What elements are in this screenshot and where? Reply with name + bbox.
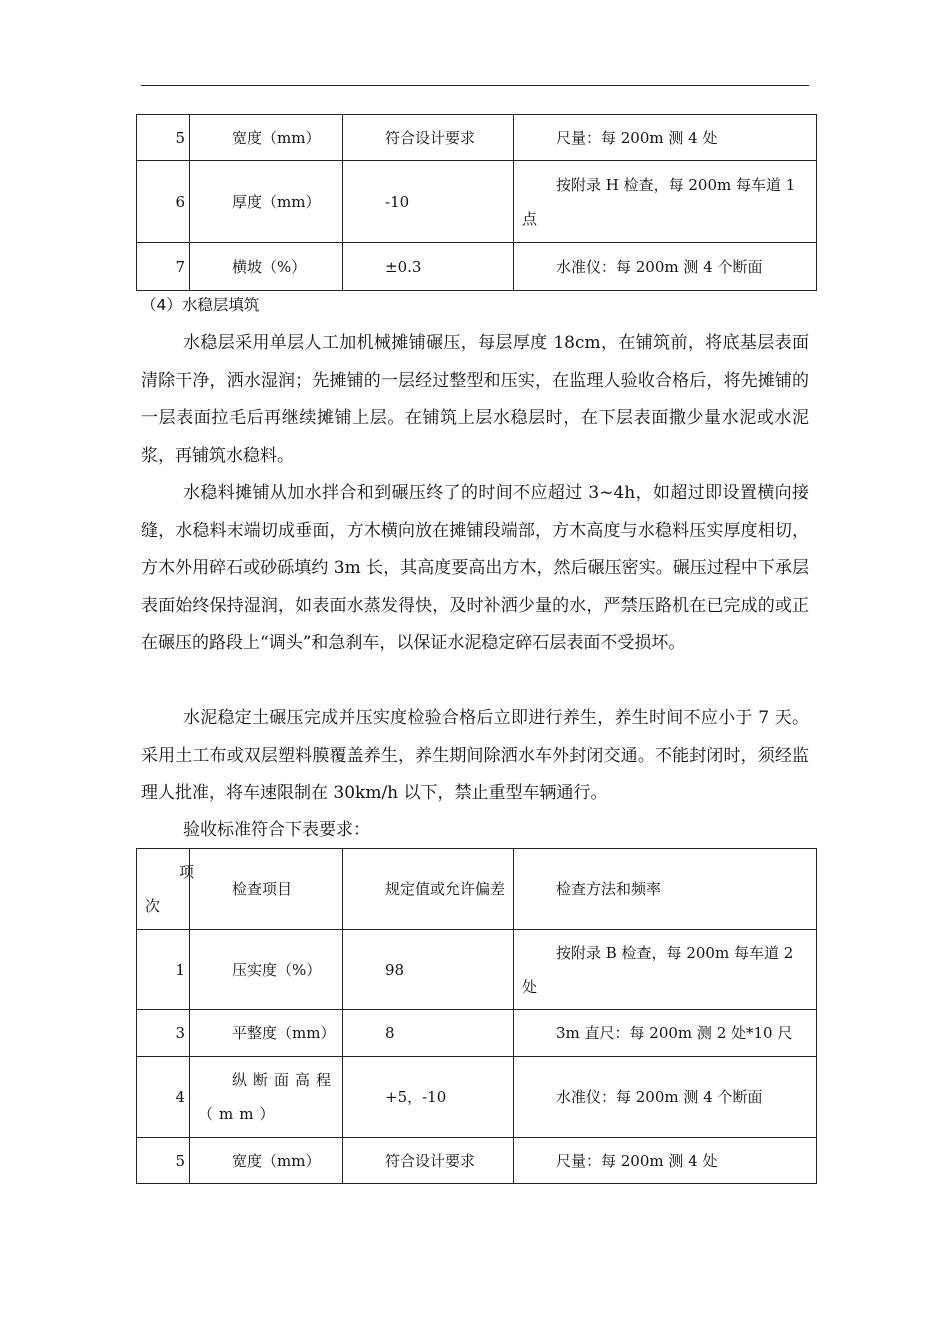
check-method: 尺量：每 200m 测 4 处 — [514, 115, 817, 161]
header-no-top: 项 — [179, 863, 195, 881]
spec-value: 符合设计要求 — [343, 115, 514, 161]
paragraph: 水泥稳定土碾压完成并压实度检验合格后立即进行养生，养生时间不应小于 7 天。采用土工布或双层塑料膜覆盖养生，养生期间除洒水车外封闭交通。不能封闭时，须经监理人批准，将车速限制在 30km/h 以下，禁止重型车辆通行。 — [141, 708, 809, 803]
section-title: （4）水稳层填筑 — [141, 296, 260, 314]
check-item: 横坡（%） — [190, 243, 343, 291]
paragraph: 水稳料摊铺从加水拌合和到碾压终了的时间不应超过 3~4h，如超过即设置横向接缝，水稳料末端切成垂面，方木横向放在摊铺段端部，方木高度与水稳料压实厚度相切，方木外用碎石或砂砾填约 3m 长，其高度要高出方木，然后碾压密实。碾压过程中下承层表面始终保持湿润，如表面水蒸发得快，及时补洒少量的水，严禁压路机在已完成的或正在碾压的路段上“调头”和急刹车，以保证水泥稳定碎石层表面不受损坏。 — [141, 483, 809, 653]
header-value: 规定值或允许偏差 — [385, 880, 506, 898]
header-method: 检查方法和频率 — [514, 849, 817, 930]
spec-value: +5，-10 — [343, 1057, 514, 1138]
check-item: 厚度（mm） — [190, 161, 343, 243]
table-row — [137, 930, 817, 1010]
acceptance-table — [136, 848, 817, 1184]
spec-value: 符合设计要求 — [343, 1138, 514, 1184]
table-row — [137, 115, 817, 161]
spec-value: 8 — [343, 1010, 514, 1057]
paragraph: 水稳层采用单层人工加机械摊铺碾压，每层厚度 18cm，在铺筑前，将底基层表面清除干净，洒水湿润；先摊铺的一层经过整型和压实，在监理人验收合格后，将先摊铺的一层表面拉毛后再继续摊铺上层。在铺筑上层水稳层时，在下层表面撒少量水泥或水泥浆，再铺筑水稳料。 — [141, 333, 809, 466]
spec-value: 98 — [343, 930, 514, 1010]
table-row — [137, 1138, 817, 1184]
header-item: 检查项目 — [190, 849, 343, 930]
header-no-bottom: 次 — [145, 897, 161, 915]
table-header-row — [137, 849, 817, 930]
check-item: 纵断面高程（mm） — [190, 1057, 343, 1138]
check-item: 宽度（mm） — [190, 115, 343, 161]
check-method: 尺量：每 200m 测 4 处 — [514, 1138, 817, 1184]
table-row — [137, 1057, 817, 1138]
check-method: 水准仪：每 200m 测 4 个断面 — [514, 1057, 817, 1138]
check-item: 平整度（mm） — [190, 1010, 343, 1057]
row-number: 5 — [137, 1138, 190, 1184]
check-method: 水准仪：每 200m 测 4 个断面 — [514, 243, 817, 291]
paragraph: 验收标准符合下表要求： — [183, 820, 370, 840]
header-value-cell — [343, 849, 514, 930]
spec-value: ±0.3 — [343, 243, 514, 291]
check-item: 宽度（mm） — [190, 1138, 343, 1184]
row-number: 6 — [137, 161, 190, 243]
row-number: 7 — [137, 243, 190, 291]
row-number: 5 — [137, 115, 190, 161]
table-row — [137, 1010, 817, 1057]
check-method: 按附录 H 检查，每 200m 每车道 1 点 — [514, 161, 817, 243]
table-row — [137, 243, 817, 291]
row-number: 1 — [137, 930, 190, 1010]
row-number: 4 — [137, 1057, 190, 1138]
check-item: 压实度（%） — [190, 930, 343, 1010]
spec-value: -10 — [343, 161, 514, 243]
header-no-cell — [137, 849, 195, 930]
table-row — [137, 161, 817, 243]
inspection-table-top — [136, 114, 817, 291]
header-rule — [141, 85, 809, 86]
check-method: 3m 直尺：每 200m 测 2 处*10 尺 — [514, 1010, 817, 1057]
row-number: 3 — [137, 1010, 190, 1057]
check-method: 按附录 B 检查，每 200m 每车道 2 处 — [514, 930, 817, 1010]
